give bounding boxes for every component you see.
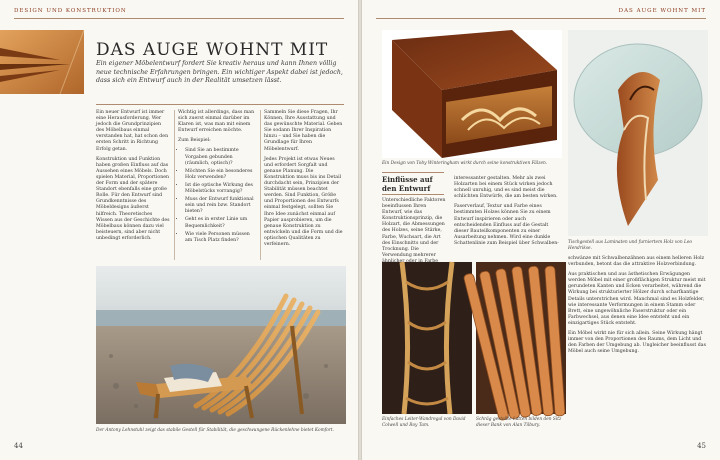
sidebar-box-text: Unterschiedliche Faktoren beeinflussen Ihren Entwurf, wie das Konstruktionsprinzip, die Holzart, die Abmessungen des Holzes, seine Stärke, Farbe, Wuchsart, die Art des Einschnitts und der Trocknung. Die Verwendung mehrerer	[382, 198, 446, 258]
paragraph: Sammeln Sie diese Fragen, Ihr Können, Ihre Ausstattung und das gewünschte Material. Geben Sie sodann Ihrer Inspiration hinzu – und Sie haben die Grundlage für Ihren Möbelentwurf.	[264, 110, 343, 152]
paragraph: Konstruktion und Funktion haben großen Einfluss auf das Aussehen eines Möbels. Doch spielen Material, Proportionen der Form und der spätere Standort ebenfalls eine große Rolle. Für den Entwurf sind Grundkenntnisse des Möbeldesigns äußerst hilfreich. Theoretisches Wissen aus der Geschichte des Möbelbaus können dazu viel beisteuern, sind aber nicht unbedingt erforderlich.	[96, 156, 170, 241]
joint-detail-photo	[0, 30, 84, 94]
left-running-head: DESIGN UND KONSTRUKTION	[14, 8, 127, 14]
box-rule	[382, 194, 444, 195]
paragraph: interessanter gestalten. Mehr als zwei Holzarten bei einem Stück wirken jedoch schnell unruhig, und es sind meist die schlichten Entwürfe, die am besten wirken.	[454, 176, 558, 200]
lead-rule	[96, 104, 344, 105]
article-title: DAS AUGE WOHNT MIT	[96, 40, 329, 60]
ladder-rack-photo	[382, 262, 472, 414]
column-divider	[260, 110, 261, 260]
lounge-chair-photo	[96, 266, 346, 424]
paragraph: Zum Beispiel:	[178, 138, 211, 144]
slatted-bench-photo	[476, 262, 566, 414]
chair-caption: Der Antony Lehnstuhl zeigt das stabile Gestell für Stabilität, die geschwungene Rückenlehne bietet Komfort.	[96, 428, 334, 433]
paragraph: Faserverlauf, Textur und Farbe eines bestimmten Holzes können Sie zu einem Entwurf inspirieren oder auch entscheidenden Einfluss auf die Gestalt dieser Bauteilkomponenten zu einer Ausarbeitung nehmen. Wird eine dunkle Schattenlinie zum Beispiel über Schwalben-	[454, 204, 559, 246]
right-page-number: 45	[697, 442, 706, 450]
table-caption: Tischgestell aus Laminaten und furniertem Holz von Leo Hendrikse.	[568, 240, 692, 251]
paragraph: Wichtig ist allerdings, dass man sich zuerst einmal darüber im Klaren ist, was man mit einem Entwurf erreichen möchte.	[178, 110, 255, 134]
ladder-rack-caption: Einfaches Leiter-Wandregal von David Colwell und Roy Tam.	[382, 417, 466, 428]
question-list	[178, 148, 256, 243]
right-running-rule	[376, 18, 706, 19]
sidebar-box-title: Einflüsse auf den Entwurf	[382, 175, 433, 193]
right-running-head: DAS AUGE WOHNT MIT	[618, 8, 706, 14]
drawer-cabinet-photo	[382, 30, 562, 158]
paragraph: schwänze mit Schwalbenzähnen aus einem helleren Holz verbunden, betont das die attraktive Holzverbindung.	[568, 256, 705, 268]
list-item: • Wie viele Personen müssen am Tisch Platz finden?	[185, 232, 256, 244]
left-running-rule	[14, 18, 344, 19]
left-page-number: 44	[14, 442, 23, 450]
glass-table-photo	[568, 30, 708, 236]
paragraph: Aus praktischen und aus ästhetischen Erwägungen werden Möbel mit einer großflächigen Struktur meist mit gerundeten Kanten und Ecken verarbeitet, während die Wirkung bei strukturierter Hölzer durch scharfkantige Details unterstrichen wird. Manchmal sind es Holzfelder, wie interessante Verformungen in einem Stamm oder Brett, eine ungewöhnliche Faserstruktur oder ein Farbwechsel, aus denen eine Idee entsteht und ein einzigartiges Stück entsteht.	[568, 272, 706, 326]
body-column-1	[96, 110, 170, 260]
left-page	[0, 0, 358, 460]
bench-caption: Schräg gestellte Latten bilden den Sitz dieser Bank von Alan Tilbury.	[476, 417, 562, 428]
list-item: • Möchten Sie ein besonderes Holz verwenden?	[185, 169, 256, 181]
list-item: • Muss der Entwurf funktional sein und rein bzw. Standort bieten?	[185, 197, 256, 215]
paragraph: Jedes Projekt ist etwas Neues und erfordert Sorgfalt und genaue Planung. Die Konstruktion muss bis ins Detail durchdacht sein, Prinzipien der Stabilität müssen beachtet werden. Sind Funktion, Größe und Proportionen des Entwurfs einmal festgelegt, sollten Sie Ihre Idee zunächst einmal auf Papier ausprobieren, um die genaue Konstruktion zu entwickeln und die Form und die optischen Qualitäten zu verfeinern.	[264, 156, 343, 247]
cabinet-caption: Ein Design von Toby Winteringham wirkt durch seine konstruktiven Fälzen.	[382, 161, 548, 166]
paragraph: Ein neuer Entwurf ist immer eine Herausforderung. Wer jedoch die Grundprinzipien des Möbelbaus einmal verstanden hat, hat schon den ersten Schritt in Richtung Erfolg getan.	[96, 110, 169, 152]
box-rule	[382, 172, 444, 173]
list-item: • Ist die optische Wirkung des Möbelstücks vorrangig?	[185, 183, 256, 195]
body-column-2	[178, 110, 256, 260]
paragraph: Ein Möbel wirkt nie für sich allein. Seine Wirkung hängt immer von den Proportionen des Raums, dem Licht und den Farben der Umgebung ab. Ungleicher beeinflusst das Möbel auch seine Umgebung.	[568, 331, 707, 355]
right-page	[362, 0, 720, 460]
body-column-3	[264, 110, 344, 260]
body-column-mid	[454, 176, 564, 258]
list-item: • Geht es in erster Linie um Bequemlichkeit?	[185, 217, 256, 229]
body-column-right	[568, 256, 708, 448]
lead-paragraph: Ein eigener Möbelentwurf fordert Sie kreativ heraus und kann Ihnen völlig neue technische Erfahrungen bringen. Ein wichtiger Aspekt dabei ist jedoch, dass sich ein Entwurf auch in der Realität umsetzen lässt.	[96, 60, 343, 85]
list-item: • Sind Sie an bestimmte Vorgaben gebunden (räumlich, optisch)?	[185, 148, 256, 166]
